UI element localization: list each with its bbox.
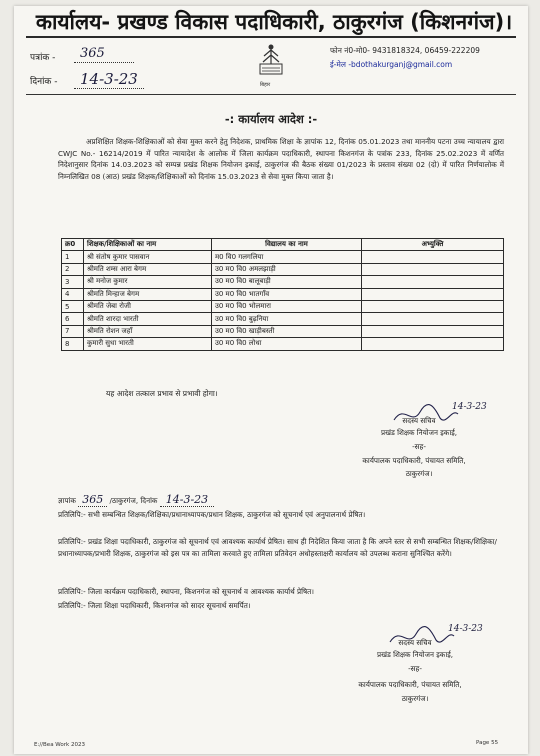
table-cell: 7	[62, 325, 84, 337]
table-cell	[362, 276, 504, 288]
signature-place: ठाकुरगंज।	[401, 694, 429, 703]
copy-item-3	[58, 586, 510, 598]
table-row	[62, 313, 504, 325]
table-cell: 5	[62, 300, 84, 312]
table-cell: श्रीमति शम्स आरा बेगम	[84, 263, 212, 275]
header-divider	[26, 94, 516, 95]
table-header-row	[62, 239, 504, 251]
table-cell: उ0 म0 वि0 खाड़ीबस्ती	[212, 325, 362, 337]
email-address[interactable]: ई-मेल -bdothakurganj@gmail.com	[330, 60, 453, 69]
footer-left: E://Bea Work 2023	[34, 742, 85, 748]
copy-text: जिला शिक्षा पदाधिकारी, किशनगंज को सादर सूचनार्थ समर्पित।	[88, 601, 251, 610]
phone-number: फोन नं0-मो0- 9431818324, 06459-222209	[330, 46, 480, 55]
table-cell	[362, 263, 504, 275]
table-row	[62, 300, 504, 312]
patrank-label: पत्रांक -	[30, 53, 56, 63]
bihar-emblem-icon	[254, 42, 288, 82]
document-page	[14, 6, 528, 754]
column-header: शिक्षक/शिक्षिकाओं का नाम	[84, 239, 212, 251]
copy-text: प्रखंड शिक्षा पदाधिकारी, ठाकुरगंज को सूचनार्थ एवं आवश्यक कार्यार्थ प्रेषित। साथ ही निदेशित किया जाता है कि अपने स्तर से सभी सम्बन्धित शिक्षक/शिक्षिका/प्रधानाध्यापक/प्रभारी शिक्षक, ठाकुरगंज को इस पत्र का तामिला करवाते हुए तामिला प्रतिवेदन अधोहस्ताक्षरी कार्यालय को उपलब्ध कराना सुनिश्चित करेंगे।	[58, 537, 497, 558]
dinank-dotline	[74, 88, 144, 89]
table-row	[62, 338, 504, 350]
memo-line	[58, 493, 214, 507]
signature-with: -सह-	[412, 442, 426, 451]
memo-place-date: /ठाकुरगंज, दिनांक	[109, 496, 158, 505]
table-cell: उ0 म0 वि0 लोधा	[212, 338, 362, 350]
table-cell: 6	[62, 313, 84, 325]
memo-date-value: 14-3-23	[160, 493, 214, 507]
order-heading: -: कार्यालय आदेश :-	[224, 112, 318, 126]
effect-statement: यह आदेश तत्काल प्रभाव से प्रभावी होगा।	[106, 389, 218, 398]
table-cell: 3	[62, 276, 84, 288]
patrank-value: 365	[80, 46, 105, 61]
table-cell: 1	[62, 251, 84, 263]
copy-text: सभी सम्बन्धित शिक्षक/शिक्षिका/प्रधानाध्यापक/प्रधान शिक्षक, ठाकुरगंज को सूचनार्थ एवं अनुपालनार्थ प्रेषित।	[88, 510, 366, 519]
copy-item-2	[58, 536, 510, 559]
signature-with: -सह-	[408, 664, 422, 673]
copy-label: प्रतिलिपि:-	[58, 537, 86, 546]
footer-page-number: Page 55	[476, 740, 499, 746]
signature-date: 14-3-23	[452, 402, 487, 412]
table-row	[62, 325, 504, 337]
signature-date: 14-3-23	[448, 624, 483, 634]
table-cell: म0 वि0 गलगलिया	[212, 251, 362, 263]
column-header: क्र0	[62, 239, 84, 251]
signature-unit: प्रखंड शिक्षक नियोजन इकाई,	[376, 650, 454, 659]
signature-unit: प्रखंड शिक्षक नियोजन इकाई,	[380, 428, 458, 437]
copy-item-4	[58, 600, 510, 612]
dinank-label: दिनांक -	[30, 77, 58, 87]
table-cell: श्री मनोज कुमार	[84, 276, 212, 288]
table-row	[62, 251, 504, 263]
office-title: कार्यालय- प्रखण्ड विकास पदाधिकारी, ठाकुरगंज (किशनगंज)।	[35, 10, 513, 34]
signature-role: सदस्य सचिव	[402, 416, 436, 425]
table-cell	[362, 325, 504, 337]
table-cell: श्री संतोष कुमार पासवान	[84, 251, 212, 263]
table-cell: उ0 म0 वि0 भातगाँव	[212, 288, 362, 300]
table-cell	[362, 251, 504, 263]
table-cell	[362, 288, 504, 300]
table-cell: श्रीमति शारदा भारती	[84, 313, 212, 325]
table-cell: 8	[62, 338, 84, 350]
signature-officer: कार्यपालक पदाधिकारी, पंचायत समिति,	[362, 456, 466, 465]
emblem-caption: बिहार	[260, 82, 271, 88]
table-cell: उ0 म0 वि0 भोलमारा	[212, 300, 362, 312]
table-row	[62, 263, 504, 275]
table-cell: कुमारी सुधा भारती	[84, 338, 212, 350]
table-row	[62, 276, 504, 288]
signature-officer: कार्यपालक पदाधिकारी, पंचायत समिति,	[358, 680, 462, 689]
copy-label: प्रतिलिपि:-	[58, 510, 86, 519]
gyapank-label: ज्ञापांक	[58, 496, 76, 505]
patrank-dotline	[74, 62, 134, 63]
signature-place: ठाकुरगंज।	[405, 469, 433, 478]
title-underline	[26, 36, 516, 38]
table-cell: श्रीमति मिन्हाज बेगम	[84, 288, 212, 300]
signature-role: सदस्य सचिव	[398, 638, 432, 647]
gyapank-value: 365	[78, 493, 107, 507]
table-cell: 2	[62, 263, 84, 275]
order-paragraph: अप्रशिक्षित शिक्षक-शिक्षिकाओं को सेवा मुक्त करने हेतु निदेशक, प्राथमिक शिक्षा के ज्ञापांक 12, दिनांक 05.01.2023 तथा माननीय पटना उच्च न्यायालय द्वारा CWJC No.- 16214/2019 में पारित न्यायादेश के आलोक में जिला कार्यक्रम पदाधिकारी, स्थापना किशनगंज के पत्रांक 233, दिनांक 25.02.2023 में वर्णित निदेशानुसार दिनांक 14.03.2023 को सम्पन्न प्रखंड शिक्षक नियोजन इकाई, ठाकुरगंज की बैठक संख्या 01/2023 के प्रस्ताव संख्या 02 (दो) में पारित निर्णयालोक में निम्नलिखित 08 (आठ) प्रखंड शिक्षक/शिक्षिकाओं को दिनांक 15.03.2023 से सेवा मुक्त किया जाता है।	[58, 137, 504, 181]
copy-label: प्रतिलिपि:-	[58, 601, 86, 610]
column-header: अभ्युक्ति	[362, 239, 504, 251]
table-cell	[362, 300, 504, 312]
table-row	[62, 288, 504, 300]
dinank-value: 14-3-23	[80, 70, 138, 88]
column-header: विद्यालय का नाम	[212, 239, 362, 251]
copy-label: प्रतिलिपि:-	[58, 587, 86, 596]
table-cell: उ0 म0 वि0 बालूबाड़ी	[212, 276, 362, 288]
table-cell: उ0 म0 वि0 बुढ़निया	[212, 313, 362, 325]
copy-text: जिला कार्यक्रम पदाधिकारी, स्थापना, किशनगंज को सूचनार्थ व आवश्यक कार्यार्थ प्रेषित।	[88, 587, 314, 596]
table-cell	[362, 313, 504, 325]
table-cell: श्रीमति जेबा रोजी	[84, 300, 212, 312]
table-cell: उ0 म0 वि0 अमलझाड़ी	[212, 263, 362, 275]
table-cell: श्रीमति रोशन जहाँ	[84, 325, 212, 337]
table-cell	[362, 338, 504, 350]
table-cell: 4	[62, 288, 84, 300]
copy-item-1	[58, 509, 510, 521]
teacher-table	[61, 238, 504, 351]
